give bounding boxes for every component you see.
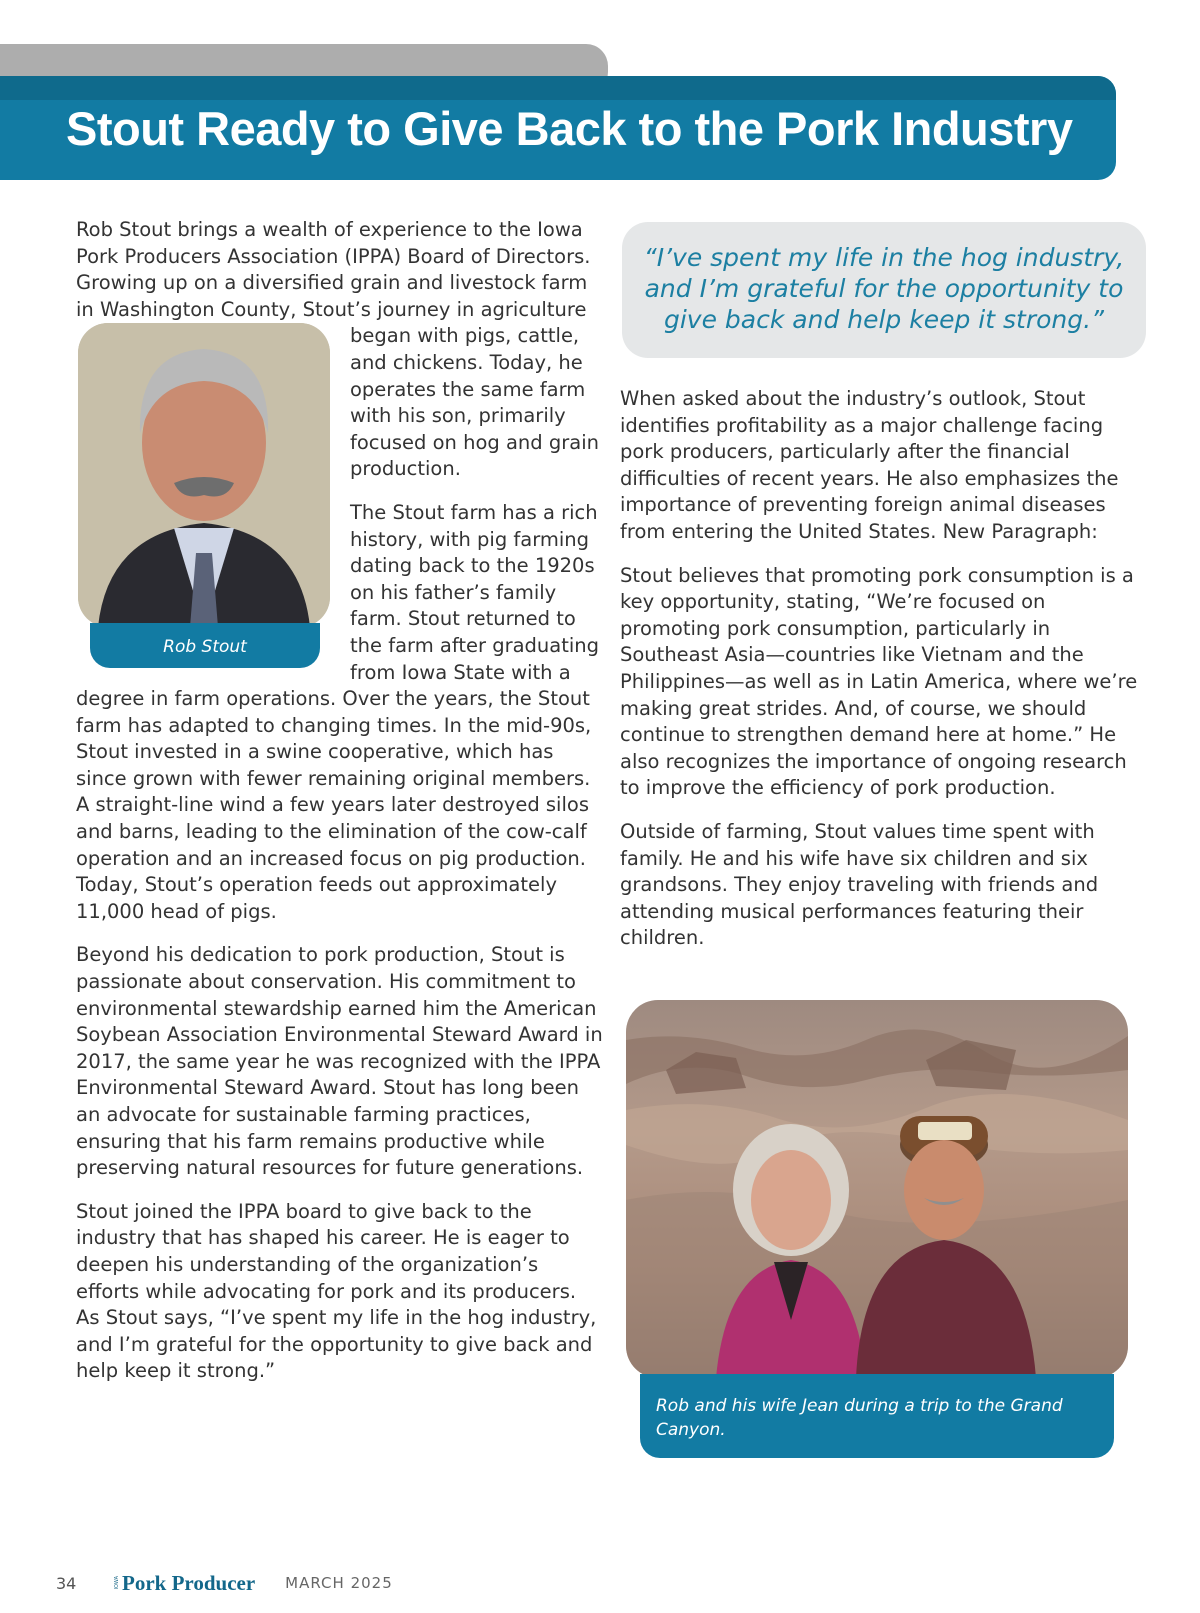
canyon-caption: Rob and his wife Jean during a trip to the Grand Canyon.: [656, 1396, 1063, 1440]
publication-logo: Pork Producer: [122, 1570, 256, 1595]
paragraph-intro-continued: journey in agriculture began with pigs, cattle, and chickens. Today, he operates the same farm with his son, primarily focused on hog and grain production.: [350, 297, 599, 481]
paragraph: [620, 819, 1150, 952]
portrait-photo: [78, 323, 330, 627]
canyon-photo: [626, 1000, 1128, 1378]
pull-quote-box: [622, 222, 1146, 358]
issue-date: MARCH 2025: [285, 1574, 393, 1592]
title-banner: [0, 76, 1116, 180]
paragraph-history: The Stout farm has a rich history, with pig farming dating back to the 1920s on his father’s family farm. Stout returned to the farm after graduating from Iowa State with a degree in farm operations. Over the years, the Stout farm has adapted to changing times. In the mid-90s, Stout invested in a swine cooperative, which has since grown with fewer remaining original members. A straight-line wind a few years later destroyed silos and barns, leading to the elimination of the cow-calf operation and an increased focus on pig production. Today, Stout’s operation feeds out approximately 11,000 head of pigs.: [76, 500, 600, 923]
paragraph: [620, 386, 1150, 546]
title-banner-strip: [0, 76, 1116, 100]
paragraph: [76, 217, 604, 658]
portrait-caption: Rob Stout: [90, 623, 320, 668]
paragraph-intro: Rob Stout brings a wealth of experience to the Iowa Pork Producers Association (IPPA) Board of Directors. Growing up on a diversified grain and livestock farm in Washington County, Stout’s: [76, 218, 591, 321]
portrait-figure: [78, 323, 340, 679]
paragraph-family: Outside of farming, Stout values time spent with family. He and his wife have six children and six grandsons. They enjoy traveling with friends and attending musical performances featuring their children.: [620, 819, 1099, 950]
paragraph: [620, 563, 1150, 802]
left-column: [76, 217, 604, 1402]
article-title: Stout Ready to Give Back to the Pork Industry: [66, 102, 1073, 155]
page-number: 34: [56, 1573, 77, 1593]
pull-quote: “I’ve spent my life in the hog industry, and I’m grateful for the opportunity to give back and help keep it strong.”: [643, 243, 1125, 334]
portrait-image: [78, 323, 330, 627]
paragraph: [76, 942, 604, 1181]
right-column: [620, 386, 1150, 969]
paragraph-board: Stout joined the IPPA board to give back to the industry that has shaped his career. He is eager to deepen his understanding of the organization’s efforts while advocating for pork and its producers. As Stout says, “I’ve spent my life in the hog industry, and I’m grateful for the opportunity to give back and help keep it strong.”: [76, 1199, 597, 1383]
footer: [56, 1568, 556, 1598]
paragraph-outlook: When asked about the industry’s outlook, Stout identifies profitability as a major challenge facing pork producers, particularly after the financial difficulties of recent years. He also emphasizes the importance of preventing foreign animal diseases from entering the United States. New Paragraph:: [620, 387, 1119, 543]
brand-prefix: IOWA: [114, 1576, 120, 1590]
canyon-caption-bar: [640, 1374, 1114, 1458]
paragraph-consumption: Stout believes that promoting pork consumption is a key opportunity, stating, “We’re focused on promoting pork consumption, particularly in Southeast Asia—countries like Vietnam and the Philippines—as well as in Latin America, where we’re making great strides. And, of course, we should continue to strengthen demand here at home.” He also recognizes the importance of ongoing research to improve the efficiency of pork production.: [620, 563, 1138, 800]
canyon-photo-image: [626, 1000, 1128, 1378]
paragraph-conservation: Beyond his dedication to pork production, Stout is passionate about conservation. His commitment to environmental stewardship earned him the American Soybean Association Environmental Steward Award in 2017, the same year he was recognized with the IPPA Environmental Steward Award. Stout has long been an advocate for sustainable farming practices, ensuring that his farm remains productive while preserving natural resources for future generations.: [76, 943, 603, 1180]
paragraph: [76, 1199, 604, 1385]
